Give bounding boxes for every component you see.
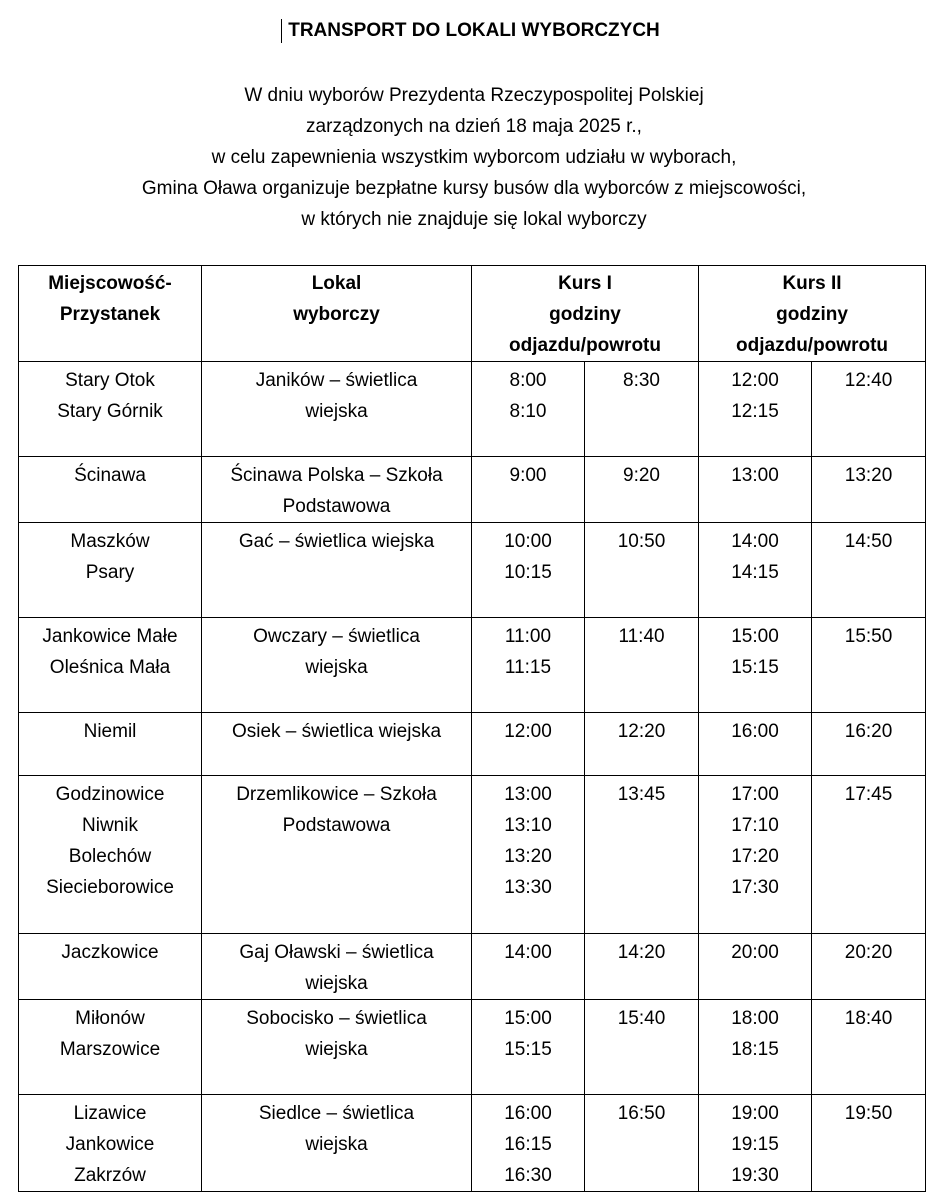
kurs1-departure-cell-line: 14:00 bbox=[504, 942, 552, 963]
document-title: TRANSPORT DO LOKALI WYBORCZYCH bbox=[288, 20, 660, 41]
kurs2-departure-cell bbox=[699, 457, 812, 523]
kurs1-departure-cell-line: 13:20 bbox=[504, 846, 552, 867]
place-cell-line: Marszowice bbox=[59, 1039, 161, 1060]
place-cell-line: Psary bbox=[85, 562, 135, 583]
kurs1-return-cell: 12:20 bbox=[585, 713, 699, 776]
venue-cell bbox=[202, 713, 472, 776]
kurs1-return-cell: 8:30 bbox=[585, 362, 699, 457]
table-row bbox=[19, 362, 926, 457]
kurs2-return-cell: 13:20 bbox=[812, 457, 926, 523]
kurs1-return-cell: 16:50 bbox=[585, 1095, 699, 1192]
venue-cell bbox=[202, 776, 472, 934]
venue-cell-line: wiejska bbox=[305, 973, 368, 994]
venue-cell-line: wiejska bbox=[305, 401, 368, 422]
venue-cell-line: Janików – świetlica bbox=[255, 370, 418, 391]
kurs1-departure-cell bbox=[472, 776, 585, 934]
intro-line: w celu zapewnienia wszystkim wyborcom udziału w wyborach, bbox=[211, 147, 737, 168]
kurs1-departure-cell bbox=[472, 713, 585, 776]
kurs1-return-cell: 10:50 bbox=[585, 523, 699, 618]
kurs2-departure-cell-line: 13:00 bbox=[731, 465, 779, 486]
place-cell-line: Stary Otok bbox=[65, 370, 155, 391]
kurs1-departure-cell-line: 15:15 bbox=[504, 1039, 552, 1060]
venue-cell-line: Sobocisko – świetlica bbox=[246, 1008, 427, 1029]
intro-paragraph bbox=[0, 80, 948, 235]
kurs2-departure-cell-line: 19:15 bbox=[731, 1134, 779, 1155]
venue-cell-line: Ścinawa Polska – Szkoła bbox=[230, 465, 443, 486]
venue-cell bbox=[202, 934, 472, 1000]
venue-cell bbox=[202, 618, 472, 713]
venue-cell-line: wiejska bbox=[305, 1134, 368, 1155]
kurs1-departure-cell-line: 13:00 bbox=[504, 784, 552, 805]
kurs2-return-cell: 20:20 bbox=[812, 934, 926, 1000]
venue-cell-line: Siedlce – świetlica bbox=[258, 1103, 415, 1124]
kurs1-departure-cell-line: 8:00 bbox=[509, 370, 547, 391]
kurs2-return-cell: 14:50 bbox=[812, 523, 926, 618]
place-cell-line: Zakrzów bbox=[74, 1165, 146, 1186]
kurs1-departure-cell-line: 13:10 bbox=[504, 815, 552, 836]
kurs1-departure-cell-line: 9:00 bbox=[509, 465, 547, 486]
kurs1-departure-cell-line: 10:15 bbox=[504, 562, 552, 583]
place-cell bbox=[19, 1095, 202, 1192]
table-row bbox=[19, 618, 926, 713]
venue-cell bbox=[202, 457, 472, 523]
kurs2-departure-cell bbox=[699, 1095, 812, 1192]
header-kurs-1: Kurs I godziny odjazdu/powrotu bbox=[472, 266, 699, 362]
intro-line: Gmina Oława organizuje bezpłatne kursy busów dla wyborców z miejscowości, bbox=[141, 178, 807, 199]
kurs2-return-cell: 18:40 bbox=[812, 1000, 926, 1095]
kurs1-departure-cell bbox=[472, 934, 585, 1000]
kurs2-departure-cell-line: 15:15 bbox=[731, 657, 779, 678]
venue-cell bbox=[202, 1000, 472, 1095]
place-cell-line: Jankowice bbox=[65, 1134, 155, 1155]
venue-cell-line: Gaj Oławski – świetlica bbox=[239, 942, 434, 963]
table-row bbox=[19, 457, 926, 523]
kurs2-departure-cell bbox=[699, 1000, 812, 1095]
venue-cell-line: Podstawowa bbox=[282, 815, 391, 836]
place-cell bbox=[19, 457, 202, 523]
kurs2-departure-cell-line: 16:00 bbox=[731, 721, 779, 742]
kurs2-departure-cell bbox=[699, 713, 812, 776]
kurs2-departure-cell-line: 17:10 bbox=[731, 815, 779, 836]
table-row bbox=[19, 776, 926, 934]
header-row bbox=[19, 266, 926, 362]
kurs2-departure-cell-line: 20:00 bbox=[731, 942, 779, 963]
kurs2-departure-cell bbox=[699, 523, 812, 618]
place-cell-line: Ścinawa bbox=[74, 465, 146, 486]
header-venue: Lokal wyborczy bbox=[202, 266, 472, 362]
place-cell-line: Jaczkowice bbox=[61, 942, 159, 963]
table-row bbox=[19, 713, 926, 776]
venue-cell-line: wiejska bbox=[305, 1039, 368, 1060]
kurs2-departure-cell bbox=[699, 362, 812, 457]
kurs1-departure-cell bbox=[472, 618, 585, 713]
kurs2-departure-cell bbox=[699, 776, 812, 934]
place-cell bbox=[19, 934, 202, 1000]
venue-cell bbox=[202, 1095, 472, 1192]
kurs2-departure-cell-line: 19:00 bbox=[731, 1103, 779, 1124]
place-cell-line: Niemil bbox=[83, 721, 137, 742]
kurs2-departure-cell-line: 14:00 bbox=[731, 531, 779, 552]
kurs2-departure-cell-line: 12:15 bbox=[731, 401, 779, 422]
kurs1-departure-cell bbox=[472, 523, 585, 618]
kurs2-departure-cell-line: 14:15 bbox=[731, 562, 779, 583]
venue-cell-line: Osiek – świetlica wiejska bbox=[231, 721, 442, 742]
place-cell-line: Niwnik bbox=[82, 815, 138, 836]
kurs2-departure-cell-line: 18:00 bbox=[731, 1008, 779, 1029]
venue-cell-line: Gać – świetlica wiejska bbox=[238, 531, 435, 552]
kurs1-return-cell: 14:20 bbox=[585, 934, 699, 1000]
schedule-body bbox=[19, 362, 926, 1192]
kurs1-departure-cell bbox=[472, 1095, 585, 1192]
kurs2-return-cell: 17:45 bbox=[812, 776, 926, 934]
place-cell bbox=[19, 713, 202, 776]
place-cell-line: Godzinowice bbox=[55, 784, 165, 805]
place-cell-line: Oleśnica Mała bbox=[49, 657, 171, 678]
kurs1-departure-cell-line: 11:00 bbox=[504, 626, 552, 647]
kurs2-departure-cell bbox=[699, 934, 812, 1000]
kurs2-departure-cell-line: 17:20 bbox=[731, 846, 779, 867]
kurs2-return-cell: 19:50 bbox=[812, 1095, 926, 1192]
venue-cell-line: wiejska bbox=[305, 657, 368, 678]
intro-line: zarządzonych na dzień 18 maja 2025 r., bbox=[306, 116, 642, 137]
place-cell-line: Lizawice bbox=[73, 1103, 147, 1124]
kurs2-departure-cell-line: 12:00 bbox=[731, 370, 779, 391]
place-cell bbox=[19, 523, 202, 618]
place-cell-line: Miłonów bbox=[75, 1008, 145, 1029]
place-cell bbox=[19, 1000, 202, 1095]
table-row bbox=[19, 1095, 926, 1192]
header-kurs-2: Kurs II godziny odjazdu/powrotu bbox=[699, 266, 926, 362]
kurs2-departure-cell-line: 17:30 bbox=[731, 877, 779, 898]
intro-line: w których nie znajduje się lokal wyborczy bbox=[301, 209, 647, 230]
kurs2-departure-cell-line: 18:15 bbox=[731, 1039, 779, 1060]
kurs1-departure-cell bbox=[472, 1000, 585, 1095]
header-place: Miejscowość- Przystanek bbox=[19, 266, 202, 362]
venue-cell-line: Drzemlikowice – Szkoła bbox=[236, 784, 437, 805]
kurs1-departure-cell-line: 15:00 bbox=[504, 1008, 552, 1029]
kurs2-departure-cell-line: 17:00 bbox=[731, 784, 779, 805]
table-row bbox=[19, 1000, 926, 1095]
table-row bbox=[19, 934, 926, 1000]
place-cell bbox=[19, 776, 202, 934]
place-cell bbox=[19, 618, 202, 713]
kurs1-departure-cell bbox=[472, 362, 585, 457]
kurs1-departure-cell-line: 11:15 bbox=[504, 657, 552, 678]
kurs1-return-cell: 15:40 bbox=[585, 1000, 699, 1095]
place-cell-line: Siecieborowice bbox=[46, 877, 174, 898]
kurs1-return-cell: 9:20 bbox=[585, 457, 699, 523]
kurs1-departure-cell-line: 13:30 bbox=[504, 877, 552, 898]
venue-cell-line: Owczary – świetlica bbox=[253, 626, 420, 647]
schedule-table bbox=[18, 265, 926, 1192]
kurs1-departure-cell-line: 16:30 bbox=[504, 1165, 552, 1186]
kurs1-departure-cell-line: 16:00 bbox=[504, 1103, 552, 1124]
kurs2-departure-cell-line: 19:30 bbox=[731, 1165, 779, 1186]
table-row bbox=[19, 523, 926, 618]
venue-cell bbox=[202, 523, 472, 618]
place-cell-line: Bolechów bbox=[68, 846, 152, 867]
kurs1-departure-cell-line: 12:00 bbox=[504, 721, 552, 742]
kurs2-return-cell: 16:20 bbox=[812, 713, 926, 776]
place-cell-line: Maszków bbox=[70, 531, 150, 552]
place-cell-line: Stary Górnik bbox=[57, 401, 163, 422]
place-cell bbox=[19, 362, 202, 457]
kurs1-return-cell: 13:45 bbox=[585, 776, 699, 934]
intro-line: W dniu wyborów Prezydenta Rzeczypospolitej Polskiej bbox=[244, 85, 704, 106]
kurs2-departure-cell bbox=[699, 618, 812, 713]
kurs2-return-cell: 15:50 bbox=[812, 618, 926, 713]
kurs1-departure-cell-line: 8:10 bbox=[509, 401, 547, 422]
kurs1-departure-cell-line: 10:00 bbox=[504, 531, 552, 552]
kurs1-departure-cell bbox=[472, 457, 585, 523]
venue-cell-line: Podstawowa bbox=[282, 496, 391, 517]
kurs1-return-cell: 11:40 bbox=[585, 618, 699, 713]
kurs1-departure-cell-line: 16:15 bbox=[504, 1134, 552, 1155]
venue-cell bbox=[202, 362, 472, 457]
place-cell-line: Jankowice Małe bbox=[42, 626, 178, 647]
kurs2-return-cell: 12:40 bbox=[812, 362, 926, 457]
kurs2-departure-cell-line: 15:00 bbox=[731, 626, 779, 647]
